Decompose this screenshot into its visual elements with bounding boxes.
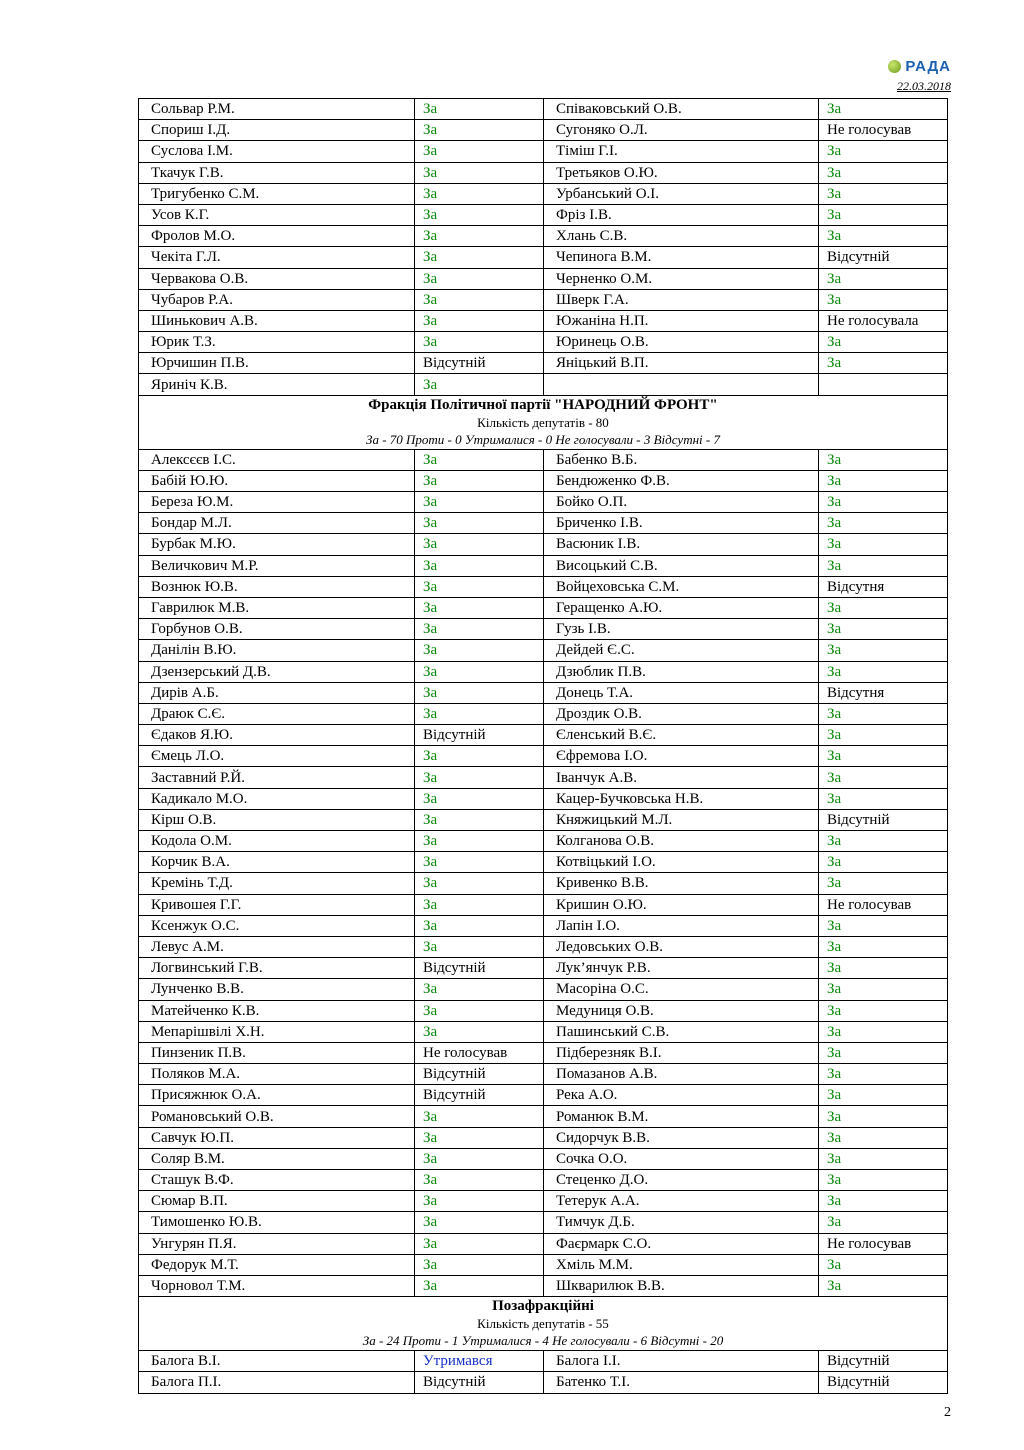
deputy-name-cell: Хлань С.В. bbox=[544, 226, 819, 247]
deputy-name-cell: Кадикало М.О. bbox=[139, 788, 415, 809]
vote-cell: За bbox=[415, 534, 544, 555]
deputy-name-cell: Тригубенко С.М. bbox=[139, 183, 415, 204]
vote-cell: За bbox=[819, 99, 948, 120]
deputy-name-cell: Геращенко А.Ю. bbox=[544, 597, 819, 618]
table-row bbox=[139, 120, 948, 141]
vote-cell: За bbox=[819, 936, 948, 957]
vote-cell: Відсутній bbox=[819, 809, 948, 830]
vote-cell: За bbox=[819, 1021, 948, 1042]
deputy-name-cell: Колганова О.В. bbox=[544, 831, 819, 852]
vote-cell: За bbox=[415, 831, 544, 852]
deputy-name-cell: Величкович М.Р. bbox=[139, 555, 415, 576]
deputy-name-cell: Дзензерський Д.В. bbox=[139, 661, 415, 682]
vote-cell: За bbox=[819, 915, 948, 936]
vote-cell: За bbox=[415, 1000, 544, 1021]
table-row bbox=[139, 852, 948, 873]
table-row bbox=[139, 99, 948, 120]
deputy-name-cell: Червакова О.В. bbox=[139, 268, 415, 289]
deputy-name-cell: Батенко Т.І. bbox=[544, 1372, 819, 1393]
faction-header-cell bbox=[139, 1297, 948, 1351]
vote-cell: За bbox=[415, 183, 544, 204]
table-row bbox=[139, 141, 948, 162]
table-row bbox=[139, 470, 948, 491]
deputy-name-cell: Сугоняко О.Л. bbox=[544, 120, 819, 141]
table-row bbox=[139, 555, 948, 576]
deputy-name-cell: Медуниця О.В. bbox=[544, 1000, 819, 1021]
deputy-name-cell: Єдаков Я.Ю. bbox=[139, 725, 415, 746]
deputy-name-cell: Усов К.Г. bbox=[139, 204, 415, 225]
vote-cell: Утримався bbox=[415, 1351, 544, 1372]
vote-cell: За bbox=[819, 268, 948, 289]
deputy-name-cell: Чубаров Р.А. bbox=[139, 289, 415, 310]
deputy-name-cell: Дроздик О.В. bbox=[544, 703, 819, 724]
deputy-name-cell: Бабенко В.Б. bbox=[544, 449, 819, 470]
vote-cell: За bbox=[415, 661, 544, 682]
deputy-name-cell: Урбанський О.І. bbox=[544, 183, 819, 204]
table-row bbox=[139, 204, 948, 225]
deputy-name-cell: Помазанов А.В. bbox=[544, 1064, 819, 1085]
vote-cell: За bbox=[819, 183, 948, 204]
deputy-name-cell: Фаєрмарк С.О. bbox=[544, 1233, 819, 1254]
deputy-name-cell: Дирів А.Б. bbox=[139, 682, 415, 703]
vote-cell: Відсутній bbox=[415, 1064, 544, 1085]
table-row bbox=[139, 310, 948, 331]
vote-cell: За bbox=[415, 1254, 544, 1275]
deputy-name-cell: Кодола О.М. bbox=[139, 831, 415, 852]
deputy-name-cell: Матейченко К.В. bbox=[139, 1000, 415, 1021]
logo-text: РАДА bbox=[905, 58, 951, 75]
deputy-name-cell: Южаніна Н.П. bbox=[544, 310, 819, 331]
deputy-name-cell: Фріз І.В. bbox=[544, 204, 819, 225]
deputy-name-cell: Чекіта Г.Л. bbox=[139, 247, 415, 268]
vote-cell: За bbox=[415, 852, 544, 873]
table-row bbox=[139, 1042, 948, 1063]
table-row bbox=[139, 1170, 948, 1191]
table-row bbox=[139, 703, 948, 724]
deputy-name-cell: Войцеховська С.М. bbox=[544, 576, 819, 597]
vote-cell: За bbox=[415, 289, 544, 310]
vote-cell: Не голосував bbox=[415, 1042, 544, 1063]
deputy-name-cell: Драюк С.Є. bbox=[139, 703, 415, 724]
table-row bbox=[139, 746, 948, 767]
vote-cell: Не голосував bbox=[819, 894, 948, 915]
table-row bbox=[139, 183, 948, 204]
vote-cell: За bbox=[819, 141, 948, 162]
deputy-name-cell: Іванчук А.В. bbox=[544, 767, 819, 788]
deputy-name-cell: Гузь І.В. bbox=[544, 619, 819, 640]
deputy-name-cell: Сидорчук В.В. bbox=[544, 1127, 819, 1148]
vote-cell: За bbox=[415, 619, 544, 640]
vote-cell: За bbox=[415, 597, 544, 618]
vote-cell: За bbox=[819, 513, 948, 534]
vote-cell: Відсутній bbox=[415, 1085, 544, 1106]
table-row bbox=[139, 788, 948, 809]
vote-cell: За bbox=[819, 873, 948, 894]
vote-cell: За bbox=[415, 99, 544, 120]
vote-cell: За bbox=[819, 492, 948, 513]
deputy-name-cell: Дзюблик П.В. bbox=[544, 661, 819, 682]
vote-cell: За bbox=[819, 449, 948, 470]
table-row bbox=[139, 332, 948, 353]
vote-cell: За bbox=[415, 555, 544, 576]
deputy-name-cell: Левус А.М. bbox=[139, 936, 415, 957]
table-row bbox=[139, 513, 948, 534]
vote-cell: За bbox=[415, 449, 544, 470]
vote-cell: За bbox=[415, 873, 544, 894]
vote-cell: За bbox=[819, 852, 948, 873]
vote-cell: За bbox=[415, 936, 544, 957]
table-row bbox=[139, 767, 948, 788]
deputy-name-cell: Шверк Г.А. bbox=[544, 289, 819, 310]
deputy-name-cell: Ємець Л.О. bbox=[139, 746, 415, 767]
deputy-name-cell bbox=[544, 374, 819, 395]
deputy-name-cell: Кірш О.В. bbox=[139, 809, 415, 830]
table-row bbox=[139, 247, 948, 268]
vote-cell: Відсутній bbox=[415, 353, 544, 374]
deputy-name-cell: Юринець О.В. bbox=[544, 332, 819, 353]
vote-cell: За bbox=[415, 226, 544, 247]
deputy-name-cell: Суслова І.М. bbox=[139, 141, 415, 162]
deputy-name-cell: Заставний Р.Й. bbox=[139, 767, 415, 788]
table-row bbox=[139, 640, 948, 661]
table-row bbox=[139, 831, 948, 852]
deputy-name-cell: Дейдей Є.С. bbox=[544, 640, 819, 661]
deputy-name-cell: Єленський В.Є. bbox=[544, 725, 819, 746]
vote-cell: За bbox=[819, 979, 948, 1000]
vote-cell: Відсутня bbox=[819, 682, 948, 703]
deputy-name-cell: Спориш І.Д. bbox=[139, 120, 415, 141]
rada-logo bbox=[888, 58, 951, 75]
faction-title: Позафракційні bbox=[492, 1298, 594, 1315]
table-row bbox=[139, 268, 948, 289]
deputy-name-cell: Співаковський О.В. bbox=[544, 99, 819, 120]
deputy-name-cell: Федорук М.Т. bbox=[139, 1254, 415, 1275]
deputy-name-cell: Ледовських О.В. bbox=[544, 936, 819, 957]
vote-cell: За bbox=[819, 1170, 948, 1191]
vote-cell: За bbox=[819, 226, 948, 247]
vote-cell: Відсутній bbox=[415, 1372, 544, 1393]
deputy-name-cell: Стеценко Д.О. bbox=[544, 1170, 819, 1191]
vote-cell: За bbox=[819, 555, 948, 576]
vote-cell: За bbox=[819, 289, 948, 310]
vote-cell: За bbox=[415, 1148, 544, 1169]
vote-cell: За bbox=[415, 268, 544, 289]
vote-cell: Не голосував bbox=[819, 1233, 948, 1254]
table-row bbox=[139, 809, 948, 830]
vote-cell: За bbox=[819, 162, 948, 183]
deputy-name-cell: Вознюк Ю.В. bbox=[139, 576, 415, 597]
table-row bbox=[139, 226, 948, 247]
deputy-name-cell: Логвинський Г.В. bbox=[139, 958, 415, 979]
vote-cell: За bbox=[415, 374, 544, 395]
logo-dot-icon bbox=[888, 60, 901, 73]
vote-cell: За bbox=[415, 332, 544, 353]
vote-cell: За bbox=[819, 597, 948, 618]
deputy-name-cell: Тіміш Г.І. bbox=[544, 141, 819, 162]
table-row bbox=[139, 492, 948, 513]
deputy-name-cell: Яриніч К.В. bbox=[139, 374, 415, 395]
deputy-name-cell: Горбунов О.В. bbox=[139, 619, 415, 640]
deputy-name-cell: Береза Ю.М. bbox=[139, 492, 415, 513]
table-row bbox=[139, 1127, 948, 1148]
vote-cell: За bbox=[819, 767, 948, 788]
vote-cell: За bbox=[415, 767, 544, 788]
deputy-name-cell: Река А.О. bbox=[544, 1085, 819, 1106]
table-row bbox=[139, 1233, 948, 1254]
vote-cell: Не голосувала bbox=[819, 310, 948, 331]
vote-cell: Відсутній bbox=[415, 725, 544, 746]
deputy-name-cell: Бендюженко Ф.В. bbox=[544, 470, 819, 491]
vote-cell: За bbox=[415, 162, 544, 183]
vote-cell: За bbox=[819, 1042, 948, 1063]
deputy-name-cell: Чорновол Т.М. bbox=[139, 1275, 415, 1296]
vote-cell: За bbox=[819, 619, 948, 640]
vote-cell: За bbox=[415, 1233, 544, 1254]
deputy-name-cell: Хміль М.М. bbox=[544, 1254, 819, 1275]
deputy-name-cell: Лунченко В.В. bbox=[139, 979, 415, 1000]
table-row bbox=[139, 1085, 948, 1106]
vote-cell: За bbox=[415, 310, 544, 331]
deputy-name-cell: Кришин О.Ю. bbox=[544, 894, 819, 915]
vote-cell: За bbox=[819, 1106, 948, 1127]
votes-table bbox=[138, 98, 948, 1394]
vote-cell: Відсутній bbox=[819, 1351, 948, 1372]
vote-cell: Відсутній bbox=[819, 247, 948, 268]
vote-cell: За bbox=[415, 894, 544, 915]
vote-cell: За bbox=[819, 725, 948, 746]
deputy-name-cell: Алексєєв І.С. bbox=[139, 449, 415, 470]
faction-header-cell bbox=[139, 395, 948, 449]
deputy-name-cell: Висоцький С.В. bbox=[544, 555, 819, 576]
faction-header bbox=[139, 395, 948, 449]
vote-cell: За bbox=[819, 204, 948, 225]
vote-cell: Не голосував bbox=[819, 120, 948, 141]
table-row bbox=[139, 1021, 948, 1042]
vote-cell: За bbox=[819, 1212, 948, 1233]
vote-cell bbox=[819, 374, 948, 395]
deputy-name-cell: Бойко О.П. bbox=[544, 492, 819, 513]
deputy-name-cell: Данілін В.Ю. bbox=[139, 640, 415, 661]
deputy-name-cell: Юрик Т.З. bbox=[139, 332, 415, 353]
deputy-name-cell: Кацер-Бучковська Н.В. bbox=[544, 788, 819, 809]
deputy-name-cell: Чепинога В.М. bbox=[544, 247, 819, 268]
deputy-name-cell: Донець Т.А. bbox=[544, 682, 819, 703]
faction-header bbox=[139, 1297, 948, 1351]
deputy-name-cell: Підберезняк В.І. bbox=[544, 1042, 819, 1063]
deputy-name-cell: Присяжнюк О.А. bbox=[139, 1085, 415, 1106]
vote-cell: За bbox=[819, 1000, 948, 1021]
vote-cell: За bbox=[819, 1148, 948, 1169]
deputy-name-cell: Масоріна О.С. bbox=[544, 979, 819, 1000]
vote-cell: За bbox=[819, 1085, 948, 1106]
vote-cell: За bbox=[819, 332, 948, 353]
deputy-name-cell: Романюк В.М. bbox=[544, 1106, 819, 1127]
deputy-name-cell: Тимчук Д.Б. bbox=[544, 1212, 819, 1233]
vote-cell: За bbox=[819, 1191, 948, 1212]
deputy-name-cell: Балога В.І. bbox=[139, 1351, 415, 1372]
deputy-name-cell: Корчик В.А. bbox=[139, 852, 415, 873]
vote-cell: За bbox=[819, 353, 948, 374]
faction-vote-summary: За - 70 Проти - 0 Утрималися - 0 Не голосували - 3 Відсутні - 7 bbox=[366, 431, 720, 447]
faction-title: Фракція Політичної партії "НАРОДНИЙ ФРОНТ" bbox=[368, 396, 718, 413]
table-row bbox=[139, 597, 948, 618]
vote-cell: За bbox=[415, 1275, 544, 1296]
deputy-name-cell: Кривенко В.В. bbox=[544, 873, 819, 894]
table-row bbox=[139, 915, 948, 936]
vote-cell: За bbox=[415, 788, 544, 809]
deputy-name-cell: Княжицький М.Л. bbox=[544, 809, 819, 830]
deputy-name-cell: Єфремова І.О. bbox=[544, 746, 819, 767]
vote-cell: За bbox=[415, 746, 544, 767]
faction-deputy-count: Кількість депутатів - 55 bbox=[477, 1316, 609, 1332]
table-row bbox=[139, 1064, 948, 1085]
vote-cell: Відсутня bbox=[819, 576, 948, 597]
deputy-name-cell: Унгурян П.Я. bbox=[139, 1233, 415, 1254]
vote-cell: За bbox=[819, 1064, 948, 1085]
document-date: 22.03.2018 bbox=[897, 79, 951, 93]
table-row bbox=[139, 979, 948, 1000]
vote-cell: За bbox=[819, 746, 948, 767]
table-row bbox=[139, 682, 948, 703]
table-row bbox=[139, 958, 948, 979]
vote-cell: За bbox=[819, 1127, 948, 1148]
vote-cell: За bbox=[415, 703, 544, 724]
deputy-name-cell: Бриченко І.В. bbox=[544, 513, 819, 534]
vote-cell: За bbox=[415, 1021, 544, 1042]
deputy-name-cell: Романовський О.В. bbox=[139, 1106, 415, 1127]
deputy-name-cell: Третьяков О.Ю. bbox=[544, 162, 819, 183]
table-row bbox=[139, 374, 948, 395]
deputy-name-cell: Гаврилюк М.В. bbox=[139, 597, 415, 618]
vote-cell: За bbox=[415, 513, 544, 534]
vote-cell: За bbox=[415, 576, 544, 597]
deputy-name-cell: Лук’янчук Р.В. bbox=[544, 958, 819, 979]
deputy-name-cell: Яніцький В.П. bbox=[544, 353, 819, 374]
table-row bbox=[139, 1000, 948, 1021]
table-row bbox=[139, 661, 948, 682]
table-row bbox=[139, 894, 948, 915]
deputy-name-cell: Юрчишин П.В. bbox=[139, 353, 415, 374]
table-row bbox=[139, 1254, 948, 1275]
vote-cell: За bbox=[415, 1170, 544, 1191]
table-row bbox=[139, 1191, 948, 1212]
deputy-name-cell: Пашинський С.В. bbox=[544, 1021, 819, 1042]
vote-cell: За bbox=[415, 470, 544, 491]
deputy-name-cell: Шинькович А.В. bbox=[139, 310, 415, 331]
deputy-name-cell: Сочка О.О. bbox=[544, 1148, 819, 1169]
vote-cell: За bbox=[415, 492, 544, 513]
table-row bbox=[139, 162, 948, 183]
deputy-name-cell: Мепарішвілі Х.Н. bbox=[139, 1021, 415, 1042]
vote-cell: За bbox=[819, 470, 948, 491]
table-row bbox=[139, 619, 948, 640]
deputy-name-cell: Бурбак М.Ю. bbox=[139, 534, 415, 555]
vote-cell: За bbox=[415, 141, 544, 162]
vote-cell: За bbox=[415, 247, 544, 268]
table-row bbox=[139, 1148, 948, 1169]
vote-cell: За bbox=[415, 979, 544, 1000]
vote-cell: За bbox=[415, 1106, 544, 1127]
vote-cell: За bbox=[819, 1254, 948, 1275]
deputy-name-cell: Сольвар Р.М. bbox=[139, 99, 415, 120]
faction-vote-summary: За - 24 Проти - 1 Утрималися - 4 Не голосували - 6 Відсутні - 20 bbox=[362, 1333, 724, 1349]
deputy-name-cell: Ксенжук О.С. bbox=[139, 915, 415, 936]
vote-cell: За bbox=[819, 640, 948, 661]
vote-cell: За bbox=[819, 661, 948, 682]
deputy-name-cell: Соляр В.М. bbox=[139, 1148, 415, 1169]
deputy-name-cell: Сташук В.Ф. bbox=[139, 1170, 415, 1191]
deputy-name-cell: Сюмар В.П. bbox=[139, 1191, 415, 1212]
deputy-name-cell: Черненко О.М. bbox=[544, 268, 819, 289]
table-row bbox=[139, 725, 948, 746]
deputy-name-cell: Тимошенко Ю.В. bbox=[139, 1212, 415, 1233]
vote-cell: За bbox=[415, 1212, 544, 1233]
page-number: 2 bbox=[944, 1405, 951, 1420]
deputy-name-cell: Шкварилюк В.В. bbox=[544, 1275, 819, 1296]
vote-cell: За bbox=[415, 682, 544, 703]
deputy-name-cell: Кремінь Т.Д. bbox=[139, 873, 415, 894]
table-row bbox=[139, 534, 948, 555]
deputy-name-cell: Кривошея Г.Г. bbox=[139, 894, 415, 915]
vote-cell: За bbox=[819, 831, 948, 852]
table-row bbox=[139, 576, 948, 597]
deputy-name-cell: Котвіцький І.О. bbox=[544, 852, 819, 873]
vote-cell: За bbox=[819, 958, 948, 979]
table-row bbox=[139, 873, 948, 894]
vote-cell: За bbox=[415, 1191, 544, 1212]
vote-cell: За bbox=[415, 204, 544, 225]
vote-cell: За bbox=[819, 788, 948, 809]
vote-cell: Відсутній bbox=[819, 1372, 948, 1393]
table-row bbox=[139, 1372, 948, 1393]
table-row bbox=[139, 289, 948, 310]
deputy-name-cell: Балога П.І. bbox=[139, 1372, 415, 1393]
table-row bbox=[139, 1212, 948, 1233]
vote-cell: Відсутній bbox=[415, 958, 544, 979]
deputy-name-cell: Бондар М.Л. bbox=[139, 513, 415, 534]
deputy-name-cell: Пинзеник П.В. bbox=[139, 1042, 415, 1063]
table-row bbox=[139, 1106, 948, 1127]
vote-cell: За bbox=[819, 703, 948, 724]
deputy-name-cell: Лапін І.О. bbox=[544, 915, 819, 936]
table-row bbox=[139, 353, 948, 374]
deputy-name-cell: Тетерук А.А. bbox=[544, 1191, 819, 1212]
deputy-name-cell: Бабій Ю.Ю. bbox=[139, 470, 415, 491]
deputy-name-cell: Балога І.І. bbox=[544, 1351, 819, 1372]
deputy-name-cell: Фролов М.О. bbox=[139, 226, 415, 247]
vote-cell: За bbox=[415, 809, 544, 830]
deputy-name-cell: Савчук Ю.П. bbox=[139, 1127, 415, 1148]
table-row bbox=[139, 936, 948, 957]
vote-cell: За bbox=[415, 640, 544, 661]
deputy-name-cell: Васюник І.В. bbox=[544, 534, 819, 555]
vote-cell: За bbox=[819, 1275, 948, 1296]
vote-cell: За bbox=[415, 1127, 544, 1148]
deputy-name-cell: Поляков М.А. bbox=[139, 1064, 415, 1085]
table-row bbox=[139, 449, 948, 470]
vote-cell: За bbox=[819, 534, 948, 555]
table-row bbox=[139, 1275, 948, 1296]
faction-deputy-count: Кількість депутатів - 80 bbox=[477, 414, 609, 430]
vote-cell: За bbox=[415, 915, 544, 936]
vote-cell: За bbox=[415, 120, 544, 141]
table-row bbox=[139, 1351, 948, 1372]
deputy-name-cell: Ткачук Г.В. bbox=[139, 162, 415, 183]
